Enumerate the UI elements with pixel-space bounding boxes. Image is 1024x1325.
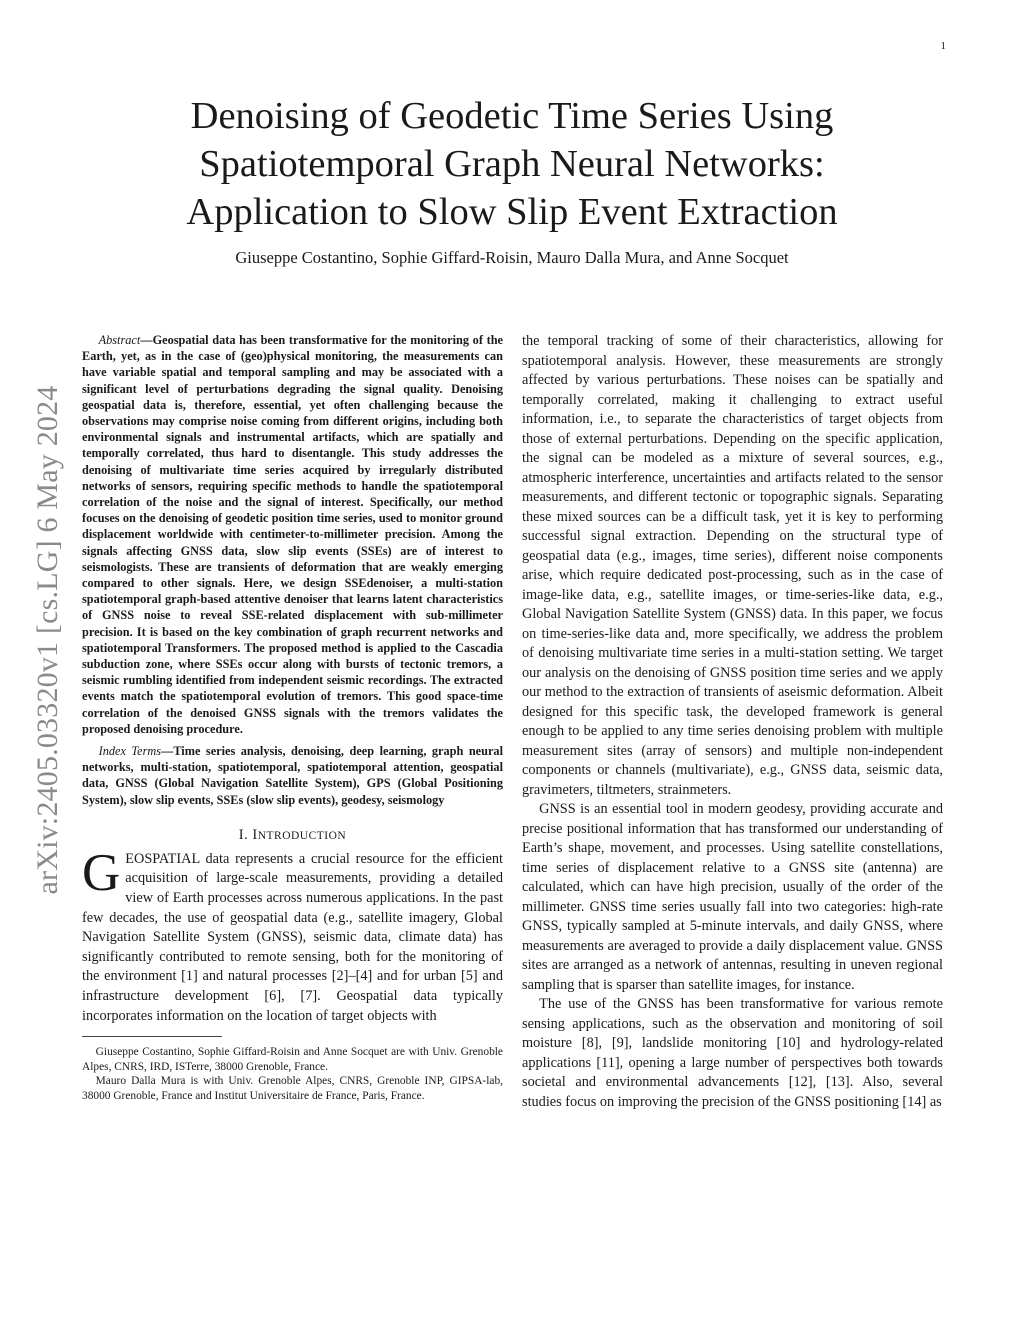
paper-title (130, 92, 894, 236)
section-title-rest: NTRODUCTION (257, 829, 347, 842)
body-paragraph: the temporal tracking of some of their characteristics, allowing for spatiotemporal analysis. However, these measurements are strongly affected by various perturbations. These noises can be spatially and temporally correlated, making it challenging to extract useful information, i.e., to separate the characteristics of target objects from those of external perturbations. Depending on the specific application, the signal can be modeled as a mixture of several sources, e.g., atmospheric interference, uncertainties and artifacts related to the sensor measurements, and different tectonic or topographic signals. Separating these mixed sources can be a difficult task, yet it is key to performing successful signal extraction. Depending on the structural type of geospatial data (e.g., images, time series), different noise components arise, which require dedicated post-processing, such as in the case of image-like data, e.g., satellite images, or time-series-like data, e.g., Global Navigation Satellite System (GNSS) data. In this paper, we focus on time-series-like data and, more specifically, we address the problem of denoising multivariate time series in a multi-station setting. We target our analysis on the denoising of GNSS position time series and we apply our method to the extraction of transients of aseismic deformation. Albeit designed for this specific task, the developed framework is general enough to be applied to any time series denoising problem with multiple measurement sites (array of sensors) and multiple non-independent components or channels (multivariate), e.g., GNSS data, seismic data, gravimeters, tiltmeters, strainmeters. (522, 333, 943, 798)
footnote-divider (82, 1036, 222, 1037)
intro-text: data represents a crucial resource for the efficient acquisition of large-scale measurements, providing a detailed view of Earth processes across numerous applications. In the past few decades, the use of geospatial data (e.g., satellite imagery, Global Navigation Satellite System (GNSS), seismic data, climate data) has significantly contributed to remote sensing, both for the monitoring of the environment [1] and natural processes [2]–[4] and for urban [5] and infrastructure development [6], [7]. Geospatial data typically incorporates information on the location of target objects with (82, 850, 503, 1024)
footnote-affiliation: Mauro Dalla Mura is with Univ. Grenoble Alpes, CNRS, Grenoble INP, GIPSA-lab, 38000 Grenoble, France and Institut Universitaire de France, Paris, France. (82, 1075, 503, 1103)
abstract-label: Abstract (98, 333, 141, 347)
drop-cap: G (82, 843, 121, 902)
author-list: Giuseppe Costantino, Sophie Giffard-Roisin, Mauro Dalla Mura, and Anne Socquet (235, 248, 789, 267)
abstract-text: —Geospatial data has been transformative for the monitoring of the Earth, yet, as in the case of (geo)physical monitoring, the measurements can have variable spatial and temporal sampling and may be associated with a significant level of perturbations degrading the signal quality. Denoising geospatial data is, therefore, essential, yet often challenging because the observations may comprise noise coming from different origins, including both environmental signals and instrumental artifacts, which are spatially and temporally correlated, thus hard to disentangle. This study addresses the denoising of multivariate time series acquired by irregularly distributed networks of sensors, requiring specific methods to handle the spatiotemporal correlation of the noise and the signal of interest. Specifically, our method focuses on the denoising of geodetic position time series, used to monitor ground displacement worldwide with centimeter-to-millimeter precision. Among the signals affecting GNSS data, slow slip events (SSEs) are of interest to seismologists. These are transients of deformation that are weakly emerging compared to other signals. Here, we design SSEdenoiser, a multi-station spatiotemporal graph-based attentive denoiser that learns latent characteristics of GNSS noise to reveal SSE-related displacement with sub-millimeter precision. It is based on the key combination of graph recurrent networks and spatiotemporal Transformers. The proposed method is applied to the Cascadia subduction zone, where SSEs occur along with bursts of tectonic tremors, a seismic rumbling identified from independent seismic recordings. The extracted events match the spatiotemporal evolution of tremors. This good space-time correlation of the denoised GNSS signals with the tremors validates the proposed denoising procedure. (82, 333, 503, 736)
intro-lead-word: EOSPATIAL (125, 850, 200, 867)
index-terms-text: —Time series analysis, denoising, deep learning, graph neural networks, multi-station, spatiotemporal, spatiotemporal attention, geospatial data, GNSS (Global Navigation Satellite System), GPS (Global Positioning System), slow slip events, SSEs (slow slip events), geodesy, seismology (82, 744, 503, 807)
footnote-affiliation: Giuseppe Costantino, Sophie Giffard-Roisin and Anne Socquet are with Univ. Grenoble Alpes, CNRS, IRD, ISTerre, 38000 Grenoble, France. (82, 1046, 503, 1073)
arxiv-identifier-stamp[interactable]: arXiv:2405.03320v1 [cs.LG] 6 May 2024 (31, 385, 64, 895)
page-number: 1 (940, 40, 946, 52)
left-column (82, 332, 503, 1104)
index-terms-label: Index Terms (98, 744, 162, 759)
right-column (522, 332, 943, 1112)
title-line: Spatiotemporal Graph Neural Networks: (199, 143, 825, 185)
title-line: Denoising of Geodetic Time Series Using (190, 95, 834, 137)
body-paragraph: GNSS is an essential tool in modern geodesy, providing accurate and precise positional information that has transformed our understanding of Earth’s shape, movement, and processes. Using satellite constellations, time series of displacement relative to a GNSS site (antenna) are calculated, which can have high precision, usually of the order of the millimeter. GNSS time series usually fall into two categories: high-rate GNSS, typically sampled at 5-minute intervals, and daily GNSS, where measurements are averaged to provide a daily displacement value. GNSS sites are arranged as a network of antennas, resulting in uneven regional sampling that is sparser than satellite images, for instance. (522, 801, 943, 993)
section-heading-introduction (82, 827, 503, 844)
section-number: I. (238, 826, 249, 843)
title-block (130, 92, 894, 268)
body-paragraph: The use of the GNSS has been transformative for various remote sensing applications, such as the observation and monitoring of soil moisture [8], [9], landslide monitoring [10] and hydrology-related applications [11], opening a large number of perspectives both towards societal and environmental advancements [12], [13]. Also, several studies focus on improving the precision of the GNSS positioning [14] as (522, 996, 943, 1110)
title-line: Application to Slow Slip Event Extraction (186, 191, 838, 233)
section-title-initial: I (252, 826, 258, 843)
abstract (82, 332, 503, 737)
intro-paragraph (82, 843, 503, 1026)
index-terms (82, 743, 503, 808)
